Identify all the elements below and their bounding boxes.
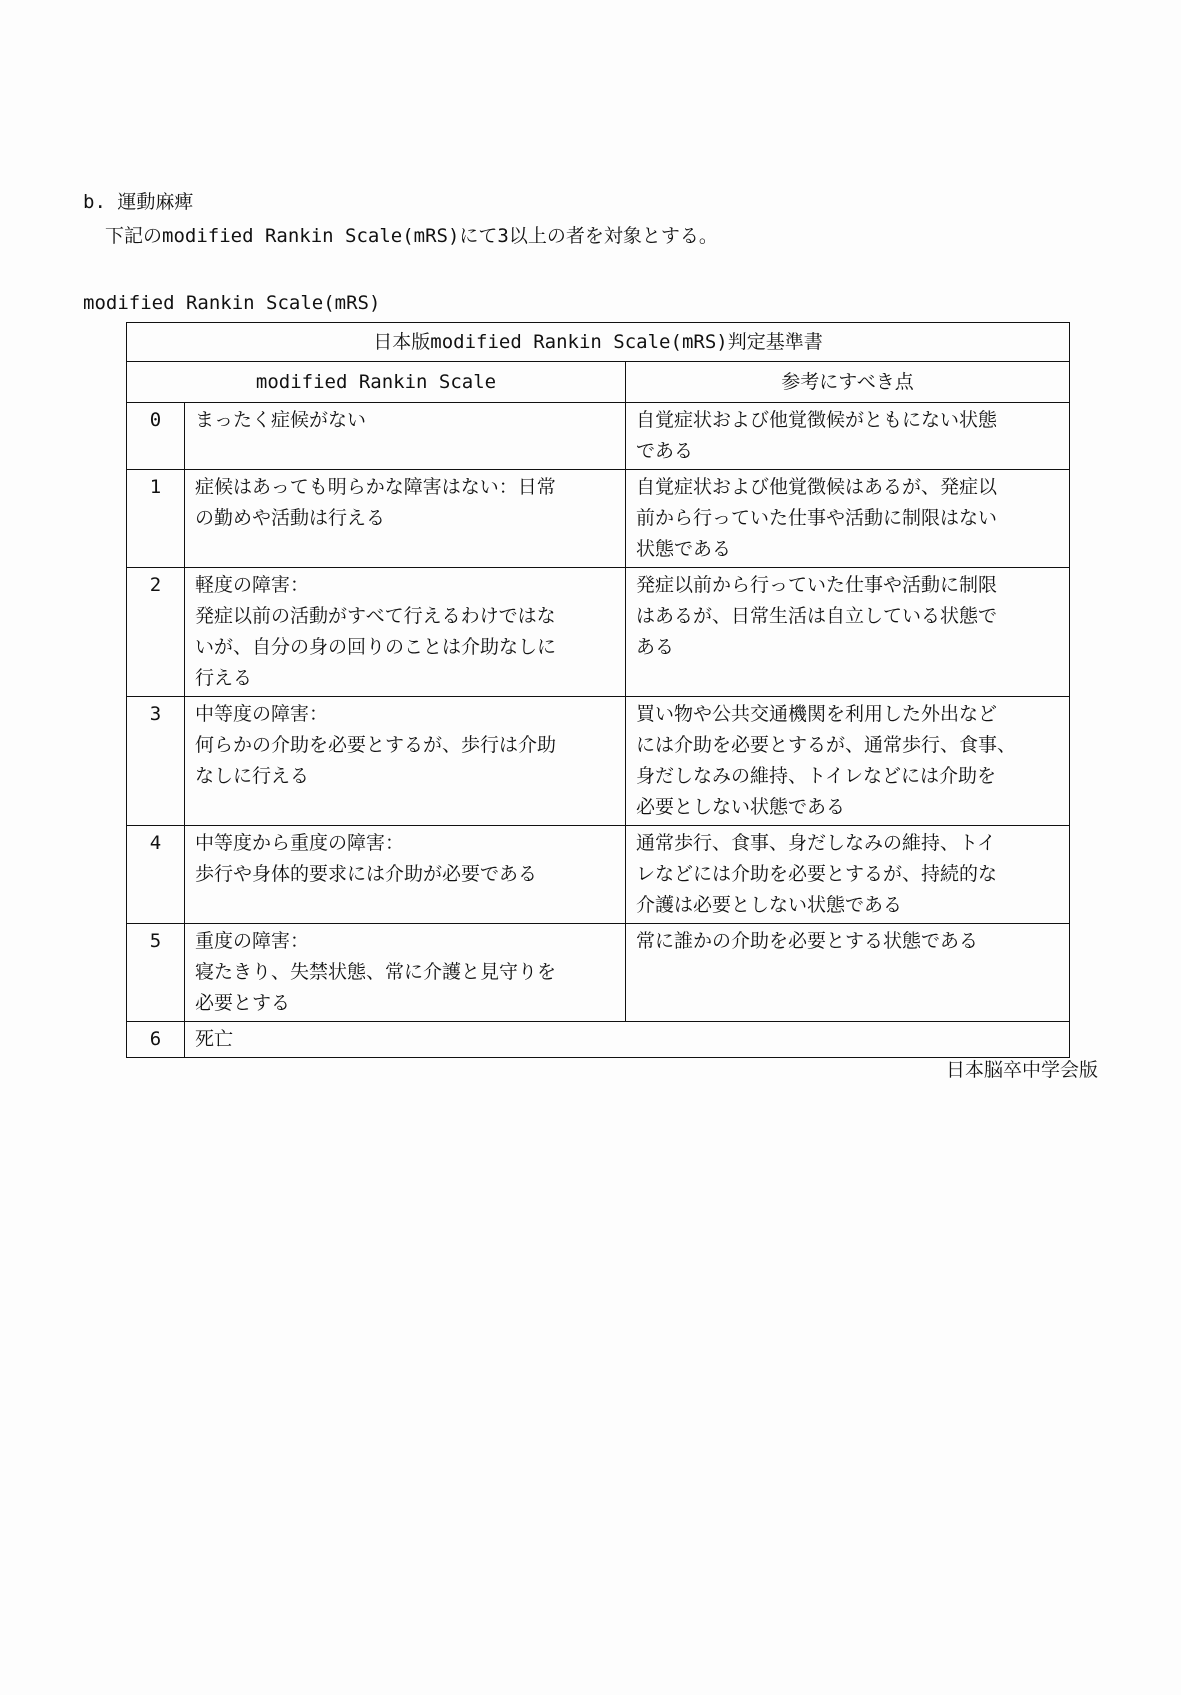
table-row	[127, 470, 1070, 568]
reference-cell-line: 買い物や公共交通機関を利用した外出など	[636, 703, 998, 725]
reference-cell	[626, 568, 1070, 697]
table-row	[127, 924, 1070, 1022]
description-cell-line: 必要とする	[195, 992, 291, 1014]
description-cell	[185, 568, 626, 697]
table-row	[127, 403, 1070, 470]
description-cell-line: 死亡	[195, 1028, 234, 1050]
description-cell	[185, 826, 626, 924]
description-cell-line: 中等度の障害：	[195, 703, 329, 725]
section-heading: b. 運動麻痺	[83, 191, 194, 213]
reference-cell-line: 前から行っていた仕事や活動に制限はない	[636, 507, 998, 529]
description-cell-line: 軽度の障害：	[195, 574, 310, 596]
reference-cell-line: 身だしなみの維持、トイレなどには介助を	[636, 765, 997, 787]
reference-cell-line: はあるが、日常生活は自立している状態で	[636, 605, 998, 627]
grade-cell: 0	[127, 403, 185, 470]
description-cell-line: いが、自分の身の回りのことは介助なしに	[195, 636, 557, 658]
reference-cell-line: 常に誰かの介助を必要とする状態である	[636, 930, 979, 952]
grade-cell: 3	[127, 697, 185, 826]
description-cell-line: の勤めや活動は行える	[195, 507, 386, 529]
description-cell	[185, 697, 626, 826]
reference-cell	[626, 470, 1070, 568]
column-header-scale: modified Rankin Scale	[127, 362, 626, 403]
reference-cell-line: 自覚症状および他覚徴候がともにない状態	[636, 409, 998, 431]
reference-cell	[626, 924, 1070, 1022]
description-cell	[185, 1022, 1070, 1058]
description-cell-line: 発症以前の活動がすべて行えるわけではな	[195, 605, 556, 627]
reference-cell-line: には介助を必要とするが、通常歩行、食事、	[636, 734, 1017, 756]
grade-cell: 6	[127, 1022, 185, 1058]
table-row	[127, 697, 1070, 826]
description-cell-line: 重度の障害：	[195, 930, 310, 952]
grade-cell: 4	[127, 826, 185, 924]
table-title: 日本版modified Rankin Scale(mRS)判定基準書	[127, 323, 1070, 362]
description-cell	[185, 470, 626, 568]
intro-text: 下記のmodified Rankin Scale(mRS)にて3以上の者を対象とする。	[105, 225, 718, 247]
table-row	[127, 826, 1070, 924]
reference-cell-line: 介護は必要としない状態である	[636, 894, 903, 916]
description-cell-line: まったく症候がない	[195, 409, 367, 431]
description-cell	[185, 924, 626, 1022]
description-cell-line: 行える	[195, 667, 253, 689]
description-cell-line: なしに行える	[195, 765, 310, 787]
description-cell-line: 歩行や身体的要求には介助が必要である	[195, 863, 538, 885]
grade-cell: 5	[127, 924, 185, 1022]
reference-cell	[626, 403, 1070, 470]
grade-cell: 1	[127, 470, 185, 568]
description-cell-line: 何らかの介助を必要とするが、歩行は介助	[195, 734, 557, 756]
description-cell-line: 症候はあっても明らかな障害はない：日常	[195, 476, 556, 498]
reference-cell-line: 発症以前から行っていた仕事や活動に制限	[636, 574, 998, 596]
reference-cell-line: 状態である	[636, 538, 732, 560]
reference-cell-line: レなどには介助を必要とするが、持続的な	[636, 863, 998, 885]
reference-cell	[626, 697, 1070, 826]
description-cell-line: 寝たきり、失禁状態、常に介護と見守りを	[195, 961, 557, 983]
reference-cell-line: 自覚症状および他覚徴候はあるが、発症以	[636, 476, 998, 498]
description-cell	[185, 403, 626, 470]
reference-cell	[626, 826, 1070, 924]
column-header-reference: 参考にすべき点	[626, 362, 1070, 403]
table-caption: modified Rankin Scale(mRS)	[83, 292, 381, 314]
description-cell-line: 中等度から重度の障害：	[195, 832, 405, 854]
grade-cell: 2	[127, 568, 185, 697]
source-note: 日本脳卒中学会版	[945, 1059, 1098, 1081]
table-row	[127, 568, 1070, 697]
reference-cell-line: ある	[636, 636, 675, 658]
mrs-table	[126, 322, 1070, 1058]
table-row	[127, 1022, 1070, 1058]
reference-cell-line: である	[636, 440, 694, 462]
reference-cell-line: 通常歩行、食事、身だしなみの維持、トイ	[636, 832, 997, 854]
reference-cell-line: 必要としない状態である	[636, 796, 846, 818]
